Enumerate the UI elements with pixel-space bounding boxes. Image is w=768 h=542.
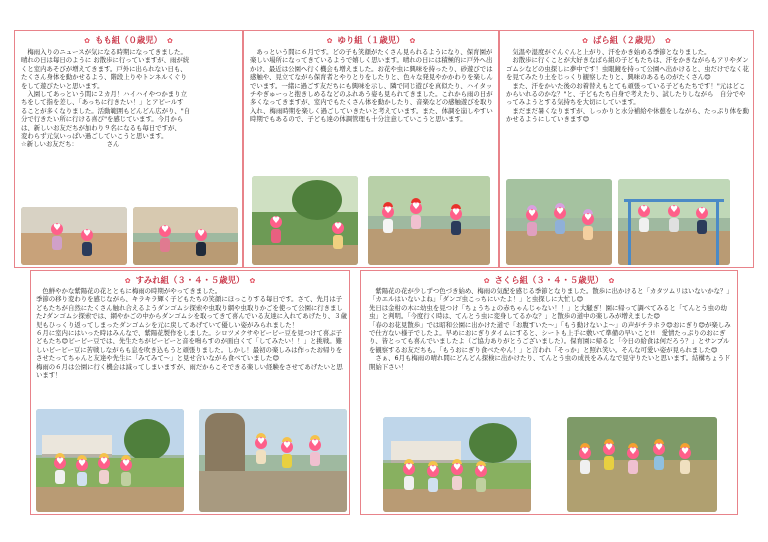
photo [252,176,358,265]
section-body: 梅雨入りのニュースが気になる時期になってきました。 晴れの日は毎日のように お散歩に行っていますが、雨が続 くと室内あそびが増えてきます。戸外に出られない日も、 たくさん身体を動かせるよう、階段上りやトンネルくぐり をして遊びたいと思います。 入園してあっという間に２カ月！ハイハイやつかまり立 ちをして指を差し、「あっちに行きたい！」とアピールす ることが多くなりました。活動範囲もどんどん広がり、"自 分で行きたい所に行ける喜び"を感じています。今月から は、新しいお友だちが加わり９名になるも毎日ですが、 変わらず元気いっぱい過ごしていこうと思います。 ☆新しいお友だち： さん [21,48,191,149]
section-title-text: ゆり組（１歳児） [337,35,405,45]
flower-icon: ✿ [483,277,490,285]
photo [567,417,717,512]
flower-icon: ✿ [326,37,333,45]
photo [618,179,730,265]
flower-icon: ✿ [249,277,256,285]
section-title-text: さくら組（３・４・５歳児） [494,275,604,285]
section-title [500,34,753,46]
flower-icon: ✿ [582,37,588,45]
photo [21,207,127,265]
flower-icon: ✿ [84,37,90,45]
section-sumire [30,270,350,515]
section-body: あっという間に６月です。どの子も笑顔がたくさん見られるようになり、保育園が楽しい場所になってきているようで嬉しく思います。晴れの日には積極的に戸外へ出かけ、最近は公園へ行く機会も増えました。お花や虫に興味を持ったり、砂遊びでは感触や、見立てながら保育者とやりとりをしたりと、色々な発見やかかわりを楽しんでいます。一緒に過ごす友だちにも興味を示し、隣で同じ遊びを真似たり、ハイタッチやぎゅーっと抱きしめるなどのふれあう姿も見られてきました。これから雨の日が多くなってきますが、室内でもたくさん体を動かしたり、音楽などの感触遊びを取り入れ、梅雨時期を楽しく過ごしていきたいと考えています。また、体調を崩しやすい時期でもあるので、子ども達の体調管理も十分注意していこうと思います。 [250,48,493,124]
flower-icon: ✿ [124,277,131,285]
section-body: 気温や湿度がぐんぐんと上がり、汗をかき始める季節となりました。 お散歩に行くことが大好きなばら組の子どもたちは、汗をかきながらもアリやダンゴムシなどの虫探しに夢中です！虫眼鏡を持って公園へ出かけると、虫だけでなく花を見てみたり土をじっくり観察したりと、興味のあるものがたくさん😊 また、汗をかいた後のお着替えもとても頑張っている子どもたちです！"元はどこからいれるのかな？"と、子どもたち自身で考えたり、試したりしながら 自分でやってみようとする気持ちを大切にしています。 まだまだ暑くなりますが、しっかりと水分補給や休憩をしながら、たっぷり体を動かせるようにしていきます😊 [506,48,749,124]
section-title [15,34,242,46]
section-title-text: もも組（０歳児） [95,35,162,45]
photo [506,179,612,265]
section-bara [499,30,754,268]
section-momo [14,30,243,268]
photo [133,207,238,265]
photo [36,409,184,512]
section-title [31,274,349,286]
photo [199,409,347,512]
photo [368,176,490,265]
photo [383,417,531,512]
flower-icon: ✿ [665,37,671,45]
section-title [361,274,737,286]
section-body: 色鮮やかな紫陽花の花とともに梅雨の時期がやってきました。 季節の移り変わりを感じながら、キラキラ輝く子どもたちの笑顔にほっこりする毎日です。さて、先月は子どもたちが自然にたくさん触れ合えるようダンゴムシ探索や虫取り網や虫取りかごを使って公園に行きました♪ダンゴムシ探索では、網やかごの中からダンゴムシを取ってきて喜んでいる友達に入れてあげたり、３歳児もひっくり返ってしまったダンゴムシを元に戻してあげていて優しい姿がみられました！ ６月に室内にはいった時はみんなで、紫陽花製作をしました。シロツメクサやビーピー豆を見つけて喜ぶ子どもたち😊ピーピー豆では、先生たちがピーピーと音を鳴らすのが面白くて「してみたい！！」と挑戦。難しいビーピー豆に苦戦しながらも息を吹き込もうと頑張りました。しかし！最初の楽しみは作ったお帰りをさせたってちゃんと友達や先生に「みてみて〜」と見せ合いながら食べていました😊 梅雨の６月は公園に行く機会は減ってしまいますが、雨だからこそできる楽しい経験をさせてあげたいと思います！ [36,287,347,380]
flower-icon: ✿ [409,37,416,45]
flower-icon: ✿ [608,277,615,285]
section-title-text: すみれ組（３・４・５歳児） [135,275,245,285]
section-title-text: ばら組（２歳児） [593,35,660,45]
section-title [244,34,498,46]
flower-icon: ✿ [167,37,173,45]
section-yuri [243,30,499,268]
section-body: 紫陽花の花が少しずつ色づき始め、梅雨の気配を感じる季節となりました。散歩に出かけると「カタツムリはいないかな？」「カエルはいないよね」「ダンゴ虫こっちにいたよ！」と虫探しに大忙し😊 先日は金柑の木に幼虫を見つけ「ちょうちょの赤ちゃんじゃない！！」と大騒ぎ！園に帰って調べてみると「てんとう虫の幼虫」と判明。「今度行く時は、てんとう虫に変身してるかな？」と散歩の道中の楽しみが増えました😊 「春のお花見散歩」では昭和公園に出かけた道で「お腹すいた〜」「もう動けないよ〜」の声がチラホラ😊おにぎり😊が楽しみで仕方ない様子でしたよ。早めにおにぎりタイムにすると、シートも上手に敷いて準備の早いこと!! 愛情たっぷりのおにぎり、皆とっても喜んでいましたよ（ご協力ありがとうございました）。保育園に帰ると「今日の給食は何だろう？」とサンプルを観察するお友だちも。「もうおにぎり食べたやん！」と言われ「そっか」と照れ笑い。そんな可愛い姿が見られました😊 さぁ、6月も梅雨の晴れ間にどんどん探検に出かけたり、てんとう虫の成長をみんなで見守りたいと思います。結構ちょうド開始下さい！ [369,287,733,371]
section-sakura [360,270,738,515]
